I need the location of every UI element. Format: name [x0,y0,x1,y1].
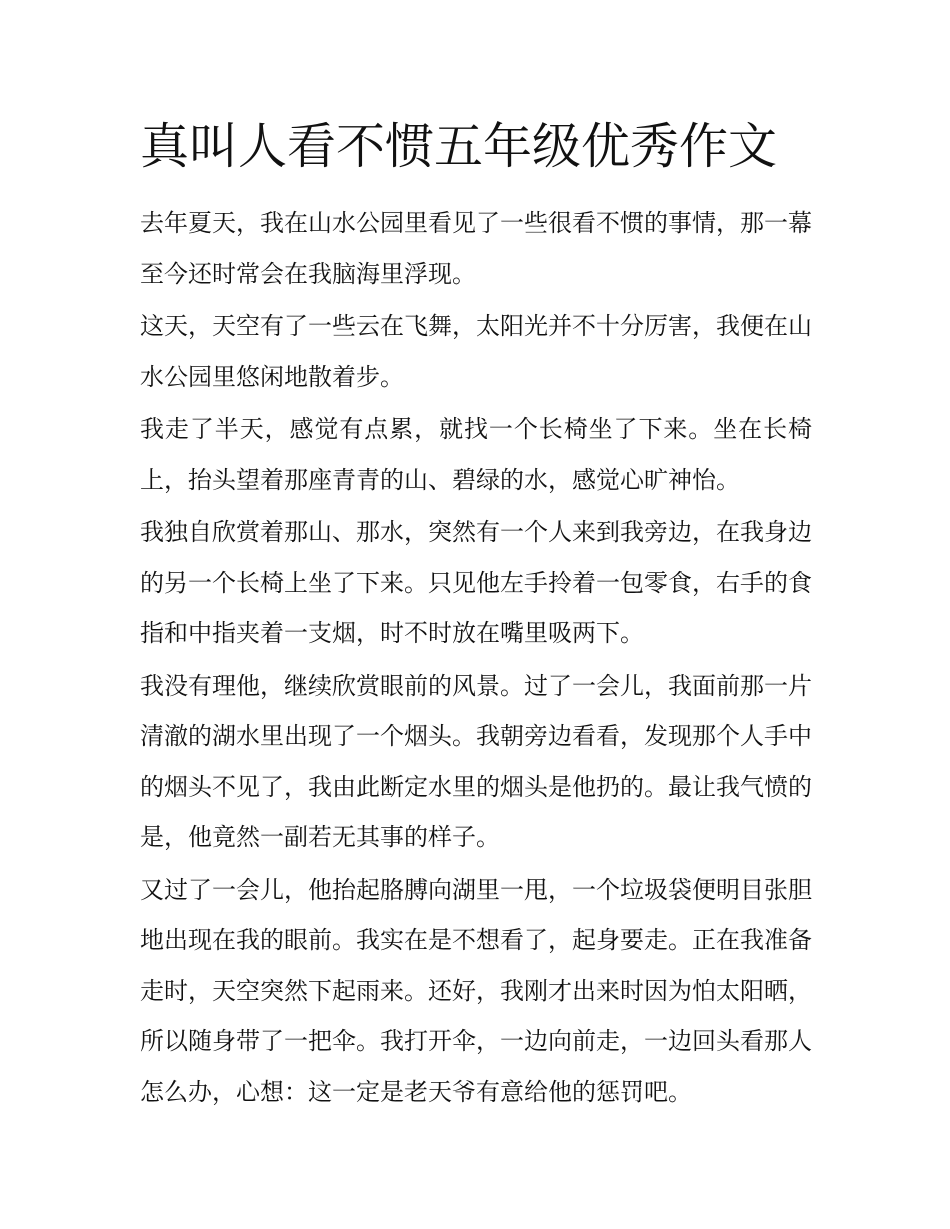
document-title: 真叫人看不惯五年级优秀作文 [140,118,778,175]
paragraph-2: 这天，天空有了一些云在飞舞，太阳光并不十分厉害，我便在山水公园里悠闲地散着步。 [140,312,812,391]
paragraph-4: 我独自欣赏着那山、那水，突然有一个人来到我旁边，在我身边的另一个长椅上坐了下来。只见他左手拎着一包零食，右手的食指和中指夹着一支烟，时不时放在嘴里吸两下。 [140,518,812,647]
paragraph-6: 又过了一会儿，他抬起胳膊向湖里一甩，一个垃圾袋便明目张胆地出现在我的眼前。我实在是不想看了，起身要走。正在我准备走时，天空突然下起雨来。还好，我刚才出来时因为怕太阳晒，所以随身带了一把伞。我打开伞，一边向前走，一边回头看那人怎么办，心想：这一定是老天爷有意给他的惩罚吧。 [140,875,812,1106]
paragraph-1: 去年夏天，我在山水公园里看见了一些很看不惯的事情，那一幕至今还时常会在我脑海里浮现。 [140,209,812,288]
paragraph-3: 我走了半天，感觉有点累，就找一个长椅坐了下来。坐在长椅上，抬头望着那座青青的山、碧绿的水，感觉心旷神怡。 [140,415,812,494]
paragraph-5: 我没有理他，继续欣赏眼前的风景。过了一会儿，我面前那一片清澈的湖水里出现了一个烟头。我朝旁边看看，发现那个人手中的烟头不见了，我由此断定水里的烟头是他扔的。最让我气愤的是，他竟然一副若无其事的样子。 [140,671,812,851]
document-body [140,198,812,1119]
